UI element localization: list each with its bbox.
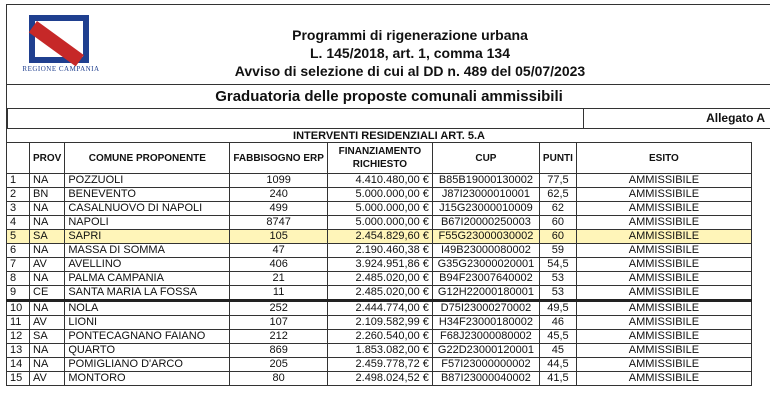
cell-cup: G12H22000180001 xyxy=(432,286,539,301)
cell-fabbisogno: 21 xyxy=(230,272,328,286)
col-header-comune: COMUNE PROPONENTE xyxy=(65,143,230,174)
cell-comune: NAPOLI xyxy=(65,216,230,230)
ranking-table xyxy=(6,142,752,386)
cell-fabbisogno: 8747 xyxy=(230,216,328,230)
cell-esito: AMMISSIBILE xyxy=(576,174,751,188)
table-row xyxy=(7,372,752,386)
cell-esito: AMMISSIBILE xyxy=(576,244,751,258)
table-row xyxy=(7,244,752,258)
cell-prov: SA xyxy=(30,330,65,344)
cell-fabbisogno: 499 xyxy=(230,202,328,216)
cell-prov: NA xyxy=(30,216,65,230)
cell-comune: PONTECAGNANO FAIANO xyxy=(65,330,230,344)
col-header-index xyxy=(7,143,30,174)
regione-campania-logo xyxy=(19,15,103,81)
allegato-row xyxy=(6,108,770,129)
cell-fabbisogno: 47 xyxy=(230,244,328,258)
col-header-cup: CUP xyxy=(432,143,539,174)
cell-punti: 59 xyxy=(539,244,576,258)
cell-punti: 60 xyxy=(539,230,576,244)
cell-punti: 46 xyxy=(539,316,576,330)
cell-punti: 53 xyxy=(539,286,576,301)
cell-cup: B94F23007640002 xyxy=(432,272,539,286)
cell-punti: 53 xyxy=(539,272,576,286)
cell-cup: F68J23000080002 xyxy=(432,330,539,344)
cell-esito: AMMISSIBILE xyxy=(576,372,751,386)
cell-cup: J15G23000010009 xyxy=(432,202,539,216)
cell-index: 12 xyxy=(7,330,30,344)
cell-esito: AMMISSIBILE xyxy=(576,330,751,344)
cell-cup: F55G23000030002 xyxy=(432,230,539,244)
cell-cup: D75I23000270002 xyxy=(432,301,539,316)
cell-index: 14 xyxy=(7,358,30,372)
cell-comune: MONTORO xyxy=(65,372,230,386)
cell-index: 10 xyxy=(7,301,30,316)
cell-punti: 49,5 xyxy=(539,301,576,316)
col-header-punti: PUNTI xyxy=(539,143,576,174)
ranking-subtitle: Graduatoria delle proposte comunali ammissibili xyxy=(6,84,770,109)
cell-comune: POMIGLIANO D'ARCO xyxy=(65,358,230,372)
cell-finanziamento: 2.485.020,00 € xyxy=(327,286,432,301)
table-row xyxy=(7,286,752,301)
section-title: INTERVENTI RESIDENZIALI ART. 5.A xyxy=(6,128,770,143)
cell-cup: G35G23000020001 xyxy=(432,258,539,272)
cell-punti: 44,5 xyxy=(539,358,576,372)
cell-comune: SANTA MARIA LA FOSSA xyxy=(65,286,230,301)
cell-comune: BENEVENTO xyxy=(65,188,230,202)
logo-text: REGIONE CAMPANIA xyxy=(22,65,100,73)
cell-prov: NA xyxy=(30,272,65,286)
cell-prov: SA xyxy=(30,230,65,244)
cell-cup: I49B23000080002 xyxy=(432,244,539,258)
cell-fabbisogno: 869 xyxy=(230,344,328,358)
cell-prov: NA xyxy=(30,174,65,188)
cell-finanziamento: 2.498.024,52 € xyxy=(327,372,432,386)
cell-index: 2 xyxy=(7,188,30,202)
cell-index: 5 xyxy=(7,230,30,244)
cell-finanziamento: 2.454.829,60 € xyxy=(327,230,432,244)
cell-fabbisogno: 406 xyxy=(230,258,328,272)
cell-esito: AMMISSIBILE xyxy=(576,301,751,316)
cell-esito: AMMISSIBILE xyxy=(576,344,751,358)
cell-index: 13 xyxy=(7,344,30,358)
col-header-esito: ESITO xyxy=(576,143,751,174)
cell-prov: NA xyxy=(30,202,65,216)
cell-index: 9 xyxy=(7,286,30,301)
cell-finanziamento: 5.000.000,00 € xyxy=(327,188,432,202)
table-row xyxy=(7,358,752,372)
cell-finanziamento: 2.109.582,99 € xyxy=(327,316,432,330)
cell-finanziamento: 5.000.000,00 € xyxy=(327,216,432,230)
cell-comune: AVELLINO xyxy=(65,258,230,272)
table-row xyxy=(7,301,752,316)
cell-fabbisogno: 212 xyxy=(230,330,328,344)
document-titles xyxy=(150,26,670,80)
title-line-1: Programmi di rigenerazione urbana xyxy=(292,27,528,43)
cell-esito: AMMISSIBILE xyxy=(576,316,751,330)
cell-punti: 54,5 xyxy=(539,258,576,272)
shield-icon xyxy=(29,15,89,63)
cell-comune: CASALNUOVO DI NAPOLI xyxy=(65,202,230,216)
cell-index: 3 xyxy=(7,202,30,216)
cell-punti: 41,5 xyxy=(539,372,576,386)
cell-fabbisogno: 105 xyxy=(230,230,328,244)
cell-index: 11 xyxy=(7,316,30,330)
cell-comune: PALMA CAMPANIA xyxy=(65,272,230,286)
cell-finanziamento: 1.853.082,00 € xyxy=(327,344,432,358)
table-row xyxy=(7,174,752,188)
cell-finanziamento: 5.000.000,00 € xyxy=(327,202,432,216)
cell-cup: F57I23000000002 xyxy=(432,358,539,372)
cell-finanziamento: 2.190.460,38 € xyxy=(327,244,432,258)
table-body xyxy=(7,174,752,386)
cell-esito: AMMISSIBILE xyxy=(576,202,751,216)
table-row xyxy=(7,258,752,272)
cell-esito: AMMISSIBILE xyxy=(576,216,751,230)
table-row xyxy=(7,216,752,230)
cell-index: 4 xyxy=(7,216,30,230)
cell-prov: BN xyxy=(30,188,65,202)
cell-finanziamento: 2.485.020,00 € xyxy=(327,272,432,286)
cell-fabbisogno: 252 xyxy=(230,301,328,316)
table-row xyxy=(7,272,752,286)
cell-prov: AV xyxy=(30,316,65,330)
cell-cup: B87I23000040002 xyxy=(432,372,539,386)
cell-index: 8 xyxy=(7,272,30,286)
cell-fabbisogno: 107 xyxy=(230,316,328,330)
table-row xyxy=(7,188,752,202)
cell-esito: AMMISSIBILE xyxy=(576,358,751,372)
cell-finanziamento: 3.924.951,86 € xyxy=(327,258,432,272)
table-header-row xyxy=(7,143,752,174)
cell-cup: B67I20000250003 xyxy=(432,216,539,230)
cell-fabbisogno: 80 xyxy=(230,372,328,386)
cell-comune: MASSA DI SOMMA xyxy=(65,244,230,258)
cell-prov: CE xyxy=(30,286,65,301)
cell-fabbisogno: 11 xyxy=(230,286,328,301)
cell-prov: AV xyxy=(30,372,65,386)
title-line-2: L. 145/2018, art. 1, comma 134 xyxy=(309,45,510,61)
cell-comune: POZZUOLI xyxy=(65,174,230,188)
cell-prov: NA xyxy=(30,344,65,358)
cell-esito: AMMISSIBILE xyxy=(576,286,751,301)
cell-comune: SAPRI xyxy=(65,230,230,244)
cell-index: 15 xyxy=(7,372,30,386)
table-row xyxy=(7,316,752,330)
cell-prov: NA xyxy=(30,301,65,316)
table-row xyxy=(7,230,752,244)
cell-index: 7 xyxy=(7,258,30,272)
cell-prov: NA xyxy=(30,358,65,372)
cell-cup: H34F23000180002 xyxy=(432,316,539,330)
table-row xyxy=(7,344,752,358)
cell-prov: AV xyxy=(30,258,65,272)
cell-finanziamento: 2.459.778,72 € xyxy=(327,358,432,372)
col-header-prov: PROV xyxy=(30,143,65,174)
cell-finanziamento: 2.260.540,00 € xyxy=(327,330,432,344)
col-header-fabbisogno: FABBISOGNO ERP xyxy=(230,143,328,174)
cell-punti: 62 xyxy=(539,202,576,216)
allegato-label: Allegato A xyxy=(706,111,765,125)
cell-punti: 60 xyxy=(539,216,576,230)
cell-index: 6 xyxy=(7,244,30,258)
cell-esito: AMMISSIBILE xyxy=(576,258,751,272)
cell-cup: B85B19000130002 xyxy=(432,174,539,188)
cell-fabbisogno: 240 xyxy=(230,188,328,202)
col-header-finanziamento: FINANZIAMENTO RICHIESTO xyxy=(327,143,432,174)
cell-cup: J87I23000010001 xyxy=(432,188,539,202)
cell-punti: 45 xyxy=(539,344,576,358)
cell-finanziamento: 4.410.480,00 € xyxy=(327,174,432,188)
cell-punti: 62,5 xyxy=(539,188,576,202)
table-row xyxy=(7,330,752,344)
cell-esito: AMMISSIBILE xyxy=(576,188,751,202)
cell-esito: AMMISSIBILE xyxy=(576,272,751,286)
cell-punti: 77,5 xyxy=(539,174,576,188)
cell-comune: LIONI xyxy=(65,316,230,330)
cell-punti: 45,5 xyxy=(539,330,576,344)
cell-comune: NOLA xyxy=(65,301,230,316)
cell-esito: AMMISSIBILE xyxy=(576,230,751,244)
cell-fabbisogno: 205 xyxy=(230,358,328,372)
cell-finanziamento: 2.444.774,00 € xyxy=(327,301,432,316)
title-line-3: Avviso di selezione di cui al DD n. 489 del 05/07/2023 xyxy=(234,63,586,79)
cell-prov: NA xyxy=(30,244,65,258)
cell-cup: G22D23000120001 xyxy=(432,344,539,358)
table-row xyxy=(7,202,752,216)
cell-fabbisogno: 1099 xyxy=(230,174,328,188)
cell-index: 1 xyxy=(7,174,30,188)
cell-comune: QUARTO xyxy=(65,344,230,358)
